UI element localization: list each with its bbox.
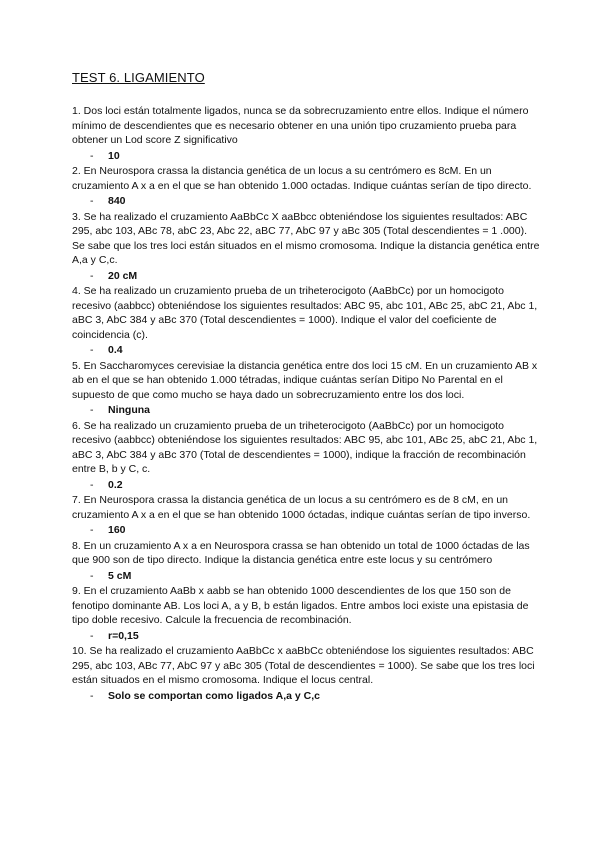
question-text: 3. Se ha realizado el cruzamiento AaBbCc X aaBbcc obteniéndose los siguientes resultados: ABC 295, abc 103, ABc 78, abC 23, Abc 22, aBC 77, AbC 97 y aBc 305 (Total descendientes = 1 .000). Se sabe que los tres loci están situados en el mismo cromosoma. Indique la distancia genética entre A,a y C,c. bbox=[72, 210, 540, 266]
question-4 bbox=[72, 284, 540, 358]
answer-line bbox=[90, 689, 540, 704]
answer-text: Solo se comportan como ligados A,a y C,c bbox=[108, 689, 320, 702]
question-text: 5. En Saccharomyces cerevisiae la distancia genética entre dos loci 15 cM. En un cruzamiento AB x ab en el que se han obtenido 1.000 tétradas, indique cuántas serían Ditipo No Parental en el supuesto de que como mucho se haya dado un sobrecruzamiento entre los dos loci. bbox=[72, 359, 538, 401]
question-text: 8. En un cruzamiento A x a en Neurospora crassa se han obtenido un total de 1000 óctadas de las que 900 son de tipo directo. Indique la distancia genética entre este locus y su centrómero bbox=[72, 539, 530, 566]
question-text: 7. En Neurospora crassa la distancia genética de un locus a su centrómero es de 8 cM, en un cruzamiento A x a en el que se han obtenido 1000 óctadas, indique cuántas serían de tipo inverso. bbox=[72, 494, 531, 521]
answer-line bbox=[90, 403, 540, 418]
question-text: 2. En Neurospora crassa la distancia genética de un locus a su centrómero es 8cM. En un cruzamiento A x a en el que se han obtenido 1.000 octadas. Indique cuántas serían de tipo directo. bbox=[72, 165, 532, 192]
bullet-dash: - bbox=[90, 195, 94, 207]
answer-text: 160 bbox=[108, 524, 126, 536]
answer-text: r=0,15 bbox=[108, 629, 139, 642]
answer-text: 10 bbox=[108, 149, 120, 162]
question-5 bbox=[72, 359, 540, 418]
question-2 bbox=[72, 164, 540, 209]
question-3 bbox=[72, 210, 540, 284]
answer-line bbox=[90, 269, 540, 284]
answer-line bbox=[90, 569, 540, 584]
question-10 bbox=[72, 644, 540, 703]
bullet-dash: - bbox=[90, 344, 94, 356]
question-6 bbox=[72, 419, 540, 493]
question-8 bbox=[72, 539, 540, 584]
answer-text: 0.2 bbox=[108, 478, 123, 491]
question-9 bbox=[72, 584, 540, 643]
answer-text: 5 cM bbox=[108, 569, 132, 582]
answer-line bbox=[90, 478, 540, 493]
answer-text: Ninguna bbox=[108, 404, 150, 416]
question-text: 6. Se ha realizado un cruzamiento prueba de un triheterocigoto (AaBbCc) por un homocigoto recesivo (aabbcc) obteniéndose los siguientes resultados: ABC 95, abc 101, ABc 25, abC 21, Abc 1, aBC 3, AbC 384 y aBc 370 (Total de descendientes = 1000), indique la fracción de recombinación entre B, b y C, c. bbox=[72, 419, 538, 475]
document-title: TEST 6. LIGAMIENTO bbox=[72, 70, 205, 85]
bullet-dash: - bbox=[90, 629, 94, 642]
question-1 bbox=[72, 104, 540, 163]
question-text: 9. En el cruzamiento AaBb x aabb se han obtenido 1000 descendientes de los que 150 son de fenotipo dominante AB. Los loci A, a y B, b están ligados. Entre ambos loci existe una epistasia de tipo doble recesivo. Calcule la frecuencia de recombinación. bbox=[72, 585, 529, 626]
bullet-dash: - bbox=[90, 569, 94, 582]
question-text: 4. Se ha realizado un cruzamiento prueba de un triheterocigoto (AaBbCc) por un homocigoto recesivo (aabbcc) obteniéndose los siguientes resultados: ABC 95, abc 101, ABc 25, abC 21, Abc 1, aBC 3, AbC 384 y aBc 370 (Total descendientes = 1000). Indique el valor del coeficiente de coincidencia (c). bbox=[72, 285, 538, 341]
answer-text: 840 bbox=[108, 195, 126, 207]
question-text: 1. Dos loci están totalmente ligados, nunca se da sobrecruzamiento entre ellos. Indique el número mínimo de descendientes que es necesario obtener en una unión tipo cruzamiento prueba para obtener un Lod score Z significativo bbox=[72, 105, 529, 146]
answer-line bbox=[90, 523, 540, 538]
bullet-dash: - bbox=[90, 269, 94, 282]
answer-text: 20 cM bbox=[108, 269, 138, 282]
question-text: 10. Se ha realizado el cruzamiento AaBbCc x aaBbCc obteniéndose los siguientes resultados: ABC 295, abc 103, ABc 77, AbC 97 y aBc 305 (Total de descendientes = 1000). Se sabe que los tres loci están situados en el mismo cromosoma. Indique el locus central. bbox=[72, 645, 535, 686]
bullet-dash: - bbox=[90, 149, 94, 162]
answer-line bbox=[90, 194, 540, 209]
bullet-dash: - bbox=[90, 524, 94, 536]
answer-text: 0.4 bbox=[108, 344, 123, 356]
question-7 bbox=[72, 493, 540, 538]
answer-line bbox=[90, 149, 540, 164]
answer-line bbox=[90, 343, 540, 358]
bullet-dash: - bbox=[90, 404, 94, 416]
bullet-dash: - bbox=[90, 689, 94, 702]
bullet-dash: - bbox=[90, 478, 94, 491]
answer-line bbox=[90, 629, 540, 644]
